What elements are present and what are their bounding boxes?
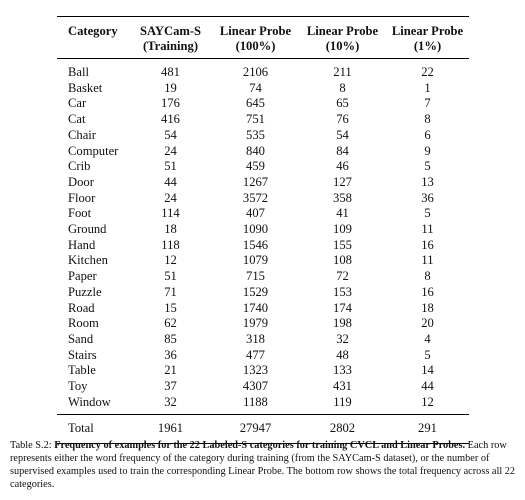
table-row	[57, 206, 469, 222]
column-header-line1: Linear Probe	[219, 24, 292, 38]
column-header	[129, 17, 212, 59]
count-cell: 535	[246, 127, 265, 142]
total-count-cell: 1961	[129, 415, 212, 444]
count-cell: 8	[424, 112, 431, 127]
category-cell: Computer	[68, 143, 119, 158]
count-cell: 5	[424, 347, 431, 362]
count-cell: 24	[164, 190, 177, 205]
count-cell: 41	[336, 206, 349, 221]
table-row	[57, 128, 469, 144]
category-cell: Ground	[68, 222, 107, 237]
table-row	[57, 222, 469, 238]
count-cell: 1188	[243, 394, 268, 409]
table-row	[57, 363, 469, 379]
category-cell: Stairs	[68, 347, 97, 362]
count-cell: 133	[333, 363, 352, 378]
count-cell: 1	[424, 80, 431, 95]
category-cell: Paper	[68, 269, 97, 284]
count-cell: 15	[164, 300, 177, 315]
count-cell: 85	[164, 331, 177, 346]
column-header	[57, 17, 129, 59]
column-header-line2: (100%)	[235, 39, 276, 53]
count-cell: 18	[421, 300, 434, 315]
count-cell: 431	[333, 379, 352, 394]
category-cell: Foot	[68, 206, 92, 221]
count-cell: 18	[164, 222, 177, 237]
category-cell: Sand	[68, 331, 94, 346]
category-cell: Hand	[68, 237, 96, 252]
total-count-cell: 2802	[299, 415, 386, 444]
count-cell: 155	[333, 237, 352, 252]
count-cell: 32	[164, 394, 177, 409]
table-row	[57, 301, 469, 317]
category-cell: Chair	[68, 127, 96, 142]
column-header-line2: (10%)	[325, 39, 360, 53]
count-cell: 76	[336, 112, 349, 127]
count-cell: 1979	[242, 316, 269, 331]
category-cell: Floor	[68, 190, 96, 205]
column-header-line1: Linear Probe	[306, 24, 379, 38]
frequency-table-container	[57, 16, 469, 444]
count-cell: 9	[424, 143, 431, 158]
count-cell: 127	[333, 174, 352, 189]
count-cell: 108	[333, 253, 352, 268]
total-label-cell: Total	[57, 415, 129, 444]
table-caption	[10, 439, 516, 491]
count-cell: 715	[246, 269, 265, 284]
count-cell: 54	[164, 127, 177, 142]
table-row	[57, 348, 469, 364]
count-cell: 7	[424, 96, 431, 111]
table-row	[57, 332, 469, 348]
table-row	[57, 59, 469, 81]
table-row	[57, 253, 469, 269]
table-row	[57, 175, 469, 191]
category-cell: Door	[68, 174, 94, 189]
count-cell: 407	[246, 206, 265, 221]
column-header-line1: SAYCam-S	[139, 24, 202, 38]
category-cell: Toy	[68, 379, 88, 394]
count-cell: 51	[164, 269, 177, 284]
table-row	[57, 159, 469, 175]
category-cell: Car	[68, 96, 87, 111]
count-cell: 1546	[242, 237, 269, 252]
count-cell: 13	[421, 174, 434, 189]
count-cell: 14	[421, 363, 434, 378]
table-row	[57, 395, 469, 415]
count-cell: 174	[333, 300, 352, 315]
count-cell: 3572	[242, 190, 269, 205]
count-cell: 4307	[242, 379, 269, 394]
column-header	[212, 17, 299, 59]
column-header-line1: Linear Probe	[391, 24, 464, 38]
total-count-cell: 27947	[212, 415, 299, 444]
count-cell: 54	[336, 127, 349, 142]
count-cell: 1529	[242, 284, 269, 299]
count-cell: 71	[164, 284, 177, 299]
count-cell: 72	[336, 269, 349, 284]
count-cell: 8	[339, 80, 346, 95]
count-cell: 48	[336, 347, 349, 362]
count-cell: 11	[421, 253, 434, 268]
column-header	[386, 17, 469, 59]
count-cell: 1079	[242, 253, 269, 268]
count-cell: 19	[164, 80, 177, 95]
count-cell: 44	[421, 379, 434, 394]
count-cell: 36	[421, 190, 434, 205]
category-cell: Basket	[68, 80, 103, 95]
table-header-row	[57, 17, 469, 59]
count-cell: 62	[164, 316, 177, 331]
count-cell: 4	[424, 331, 431, 346]
count-cell: 118	[161, 237, 180, 252]
count-cell: 6	[424, 127, 431, 142]
count-cell: 74	[249, 80, 262, 95]
count-cell: 24	[164, 143, 177, 158]
count-cell: 16	[421, 237, 434, 252]
count-cell: 1323	[242, 363, 269, 378]
category-cell: Table	[68, 363, 96, 378]
category-cell: Room	[68, 316, 99, 331]
count-cell: 22	[421, 65, 434, 79]
table-row	[57, 112, 469, 128]
count-cell: 1740	[242, 300, 269, 315]
table-row	[57, 144, 469, 160]
category-cell: Ball	[68, 65, 89, 79]
category-cell: Road	[68, 300, 95, 315]
count-cell: 198	[333, 316, 352, 331]
count-cell: 5	[424, 206, 431, 221]
count-cell: 119	[333, 394, 352, 409]
table-row	[57, 191, 469, 207]
category-cell: Puzzle	[68, 284, 102, 299]
count-cell: 32	[336, 331, 349, 346]
count-cell: 84	[336, 143, 349, 158]
category-cell: Crib	[68, 159, 91, 174]
table-row	[57, 238, 469, 254]
count-cell: 840	[246, 143, 265, 158]
count-cell: 36	[164, 347, 177, 362]
count-cell: 1267	[242, 174, 269, 189]
table-row	[57, 316, 469, 332]
count-cell: 46	[336, 159, 349, 174]
category-cell: Window	[68, 394, 111, 409]
count-cell: 114	[161, 206, 180, 221]
caption-body: Each row represents either the word frequency of the category during training (from the SAYCam-S dataset), or the number of supervised examples used to train the corresponding Linear Probe. The bottom row shows the total frequency across all 22 categories.	[10, 440, 516, 490]
table-row	[57, 81, 469, 97]
count-cell: 416	[161, 112, 180, 127]
column-header-line1: Category	[68, 24, 118, 38]
count-cell: 1090	[242, 222, 269, 237]
count-cell: 11	[421, 222, 434, 237]
table-row	[57, 285, 469, 301]
count-cell: 12	[164, 253, 177, 268]
table-row	[57, 269, 469, 285]
count-cell: 65	[336, 96, 349, 111]
count-cell: 211	[333, 65, 352, 79]
column-header	[299, 17, 386, 59]
count-cell: 5	[424, 159, 431, 174]
frequency-table	[57, 16, 469, 444]
category-cell: Kitchen	[68, 253, 108, 268]
table-body	[57, 59, 469, 415]
count-cell: 12	[421, 394, 434, 409]
column-header-line2: (1%)	[413, 39, 442, 53]
count-cell: 645	[246, 96, 265, 111]
count-cell: 21	[164, 363, 177, 378]
caption-label: Table S.2:	[10, 440, 52, 451]
table-row	[57, 96, 469, 112]
count-cell: 44	[164, 174, 177, 189]
count-cell: 51	[164, 159, 177, 174]
count-cell: 153	[333, 284, 352, 299]
count-cell: 16	[421, 284, 434, 299]
column-header-line2: (Training)	[142, 39, 199, 53]
count-cell: 176	[161, 96, 180, 111]
count-cell: 20	[421, 316, 434, 331]
total-count-cell: 291	[386, 415, 469, 444]
count-cell: 37	[164, 379, 177, 394]
category-cell: Cat	[68, 112, 86, 127]
count-cell: 751	[246, 112, 265, 127]
count-cell: 109	[333, 222, 352, 237]
table-row	[57, 379, 469, 395]
count-cell: 318	[246, 331, 265, 346]
count-cell: 459	[246, 159, 265, 174]
count-cell: 481	[161, 65, 180, 79]
count-cell: 358	[333, 190, 352, 205]
count-cell: 2106	[242, 65, 269, 79]
caption-title: Frequency of examples for the 22 Labeled-S categories for training CVCL and Linear Probes.	[54, 440, 466, 451]
count-cell: 477	[246, 347, 265, 362]
count-cell: 8	[424, 269, 431, 284]
